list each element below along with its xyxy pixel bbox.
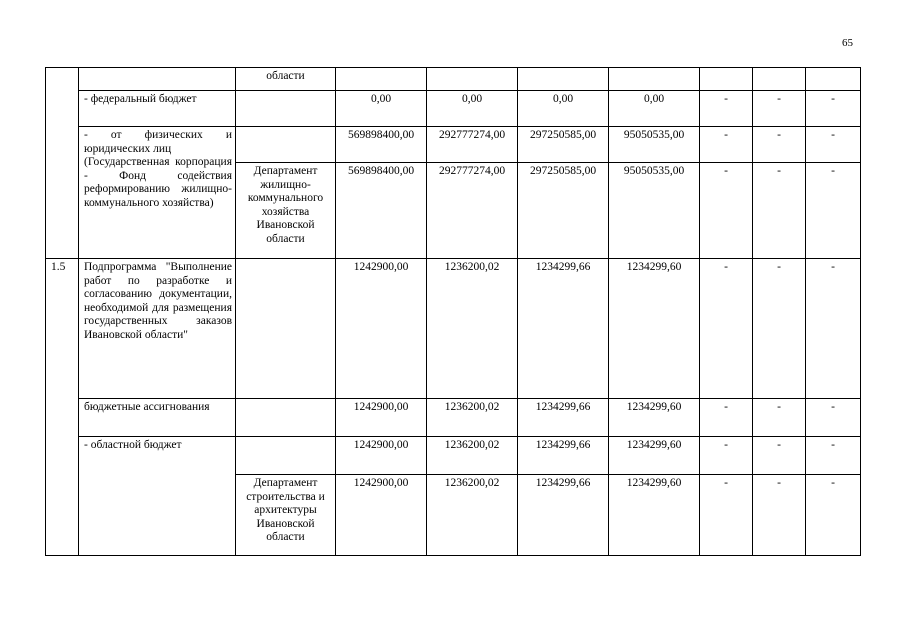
name-cell <box>79 127 236 259</box>
name-cell: Подпрограмма "Выполнение работ по разработке и согласованию документации, необходимой для размещения государственных заказов Ивановской области" <box>79 259 236 399</box>
dept-cell: Департамент жилищно-коммунального хозяйства Ивановской области <box>236 163 336 259</box>
value-cell: 297250585,00 <box>518 163 609 259</box>
dash-cell: - <box>806 399 861 437</box>
value-cell: 1234299,66 <box>518 475 609 556</box>
name-cell <box>79 68 236 91</box>
table-row <box>46 399 861 437</box>
dash-cell: - <box>806 437 861 475</box>
value-cell: 1242900,00 <box>336 259 427 399</box>
value-cell: 292777274,00 <box>427 127 518 163</box>
name-cell: - областной бюджет <box>79 437 236 556</box>
value-cell: 1234299,60 <box>609 475 700 556</box>
dash-cell: - <box>806 259 861 399</box>
phys-label: - от физических и юридических лиц <box>84 129 232 155</box>
dash-cell: - <box>753 91 806 127</box>
table-row <box>46 127 861 163</box>
budget-table <box>45 67 861 556</box>
value-cell: 0,00 <box>609 91 700 127</box>
num-cell <box>46 68 79 259</box>
value-cell: 1236200,02 <box>427 399 518 437</box>
value-cell: 297250585,00 <box>518 127 609 163</box>
value-cell: 1234299,60 <box>609 437 700 475</box>
table-row <box>46 68 861 91</box>
value-cell: 292777274,00 <box>427 163 518 259</box>
dash-cell: - <box>700 399 753 437</box>
num-cell: 1.5 <box>46 259 79 556</box>
value-cell: 1236200,02 <box>427 437 518 475</box>
dash-cell: - <box>753 163 806 259</box>
dash-cell: - <box>806 127 861 163</box>
dash-cell: - <box>700 259 753 399</box>
dash-cell: - <box>700 91 753 127</box>
table-row <box>46 259 861 399</box>
value-cell: 569898400,00 <box>336 127 427 163</box>
value-cell: 95050535,00 <box>609 127 700 163</box>
dash-cell: - <box>700 475 753 556</box>
dash-cell: - <box>753 259 806 399</box>
corp-label: (Государственная корпорация - Фонд содействия реформированию жилищно-коммунального хозяйства) <box>84 156 232 209</box>
table-row <box>46 437 861 475</box>
value-cell: 0,00 <box>518 91 609 127</box>
value-cell: 95050535,00 <box>609 163 700 259</box>
table-row <box>46 91 861 127</box>
dept-cell: области <box>236 68 336 91</box>
value-cell: 1234299,66 <box>518 437 609 475</box>
dash-cell: - <box>806 475 861 556</box>
value-cell: 1242900,00 <box>336 437 427 475</box>
dash-cell: - <box>806 163 861 259</box>
dept-cell: Департамент строительства и архитектуры Ивановской области <box>236 475 336 556</box>
value-cell: 1234299,66 <box>518 259 609 399</box>
value-cell: 0,00 <box>427 91 518 127</box>
value-cell: 1242900,00 <box>336 399 427 437</box>
name-cell: бюджетные ассигнования <box>79 399 236 437</box>
dash-cell: - <box>753 475 806 556</box>
page-number: 65 <box>842 37 853 49</box>
dash-cell: - <box>753 437 806 475</box>
value-cell: 569898400,00 <box>336 163 427 259</box>
dash-cell: - <box>700 163 753 259</box>
dash-cell: - <box>753 399 806 437</box>
value-cell: 1234299,66 <box>518 399 609 437</box>
dash-cell: - <box>700 437 753 475</box>
dash-cell: - <box>700 127 753 163</box>
dash-cell: - <box>806 91 861 127</box>
value-cell: 1236200,02 <box>427 475 518 556</box>
value-cell: 1234299,60 <box>609 259 700 399</box>
dash-cell: - <box>753 127 806 163</box>
value-cell: 0,00 <box>336 91 427 127</box>
value-cell: 1242900,00 <box>336 475 427 556</box>
value-cell: 1234299,60 <box>609 399 700 437</box>
value-cell: 1236200,02 <box>427 259 518 399</box>
name-cell: - федеральный бюджет <box>79 91 236 127</box>
